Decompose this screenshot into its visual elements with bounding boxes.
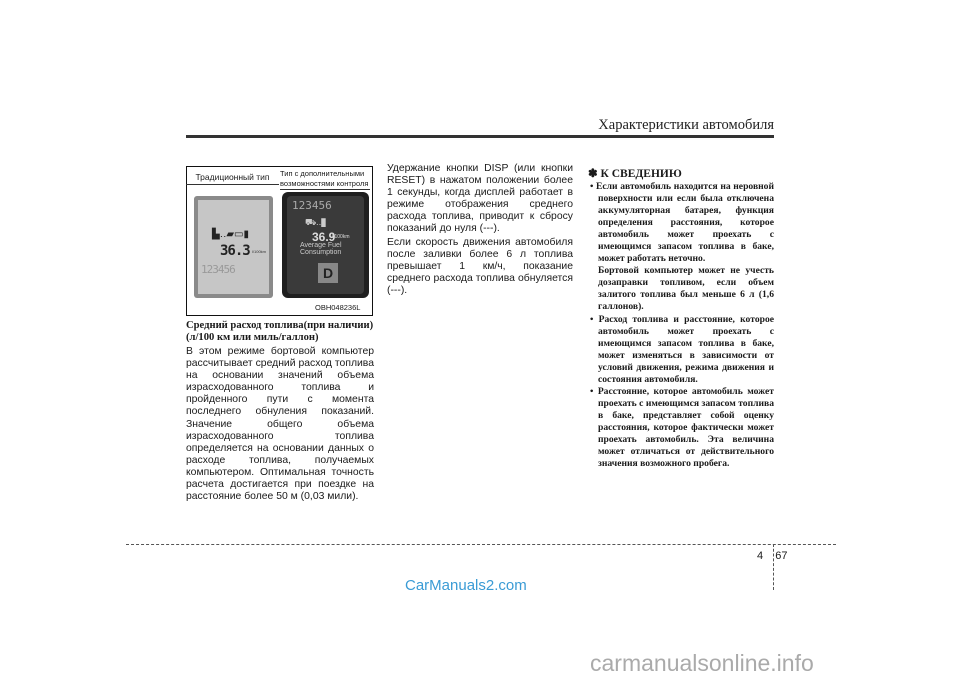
sup-fuel-unit: l/100km (332, 234, 350, 240)
page-number-value: 67 (775, 550, 788, 562)
notice-item-text: Расстояние, которое автомобиль может проехать с имеющимся запасом топлива в баке, представляет собой оценку расстояния, которое фактически может проехать автомобиль. Эта величина может отличаться от действительного значения возможного пробега. (597, 385, 774, 470)
watermark-text: carmanualsonline.info (590, 650, 814, 676)
notice-item-text: Расход топлива и расстояние, которое автомобиль может проехать с имеющимся запасом топлива в баке, может изменяться в зависимости от условий движения, режима движения и состояния автомобиля. (598, 313, 775, 385)
footer-rule (126, 544, 836, 545)
body-paragraph-1: В этом режиме бортовой компьютер рассчитывает средний расход топлива на основании значений объема израсходованного топлива и пройденного пути с момента последнего обнуления показаний. Значение общего объема израсходованного топлива определяется на основании данных о расходе топлива, получаемых компьютером. Оптимальная точность расчета достигается при поездке на расстояние более 50 м (0,03 мили). (186, 346, 374, 503)
figure-code: OBH048236L (315, 303, 361, 312)
figure-label-traditional: Традиционный тип (186, 172, 279, 185)
body-paragraph-2: Удержание кнопки DISP (или кнопки RESET) в нажатом положении более 1 секунды, когда дисплей работает в режиме отображения среднего расхода топлива, приводит к сбросу показаний до нуля (---). (387, 163, 573, 235)
sup-caption: Average Fuel Consumption (300, 242, 342, 256)
section-heading: Средний расход топлива(при наличии) (л/100 км или миль/галлон) (186, 320, 374, 343)
page-header-title: Характеристики автомобиля (598, 117, 774, 133)
body-paragraph-3: Если скорость движения автомобиля после заливки более 6 л топлива превышает 1 км/ч, показание среднего расхода топлива обнуляется (---). (387, 236, 573, 296)
notice-heading: ✽ К СВЕДЕНИЮ (588, 168, 682, 180)
page-number (757, 550, 788, 562)
sup-odometer: 123456 (292, 199, 332, 212)
gear-indicator: D (318, 263, 338, 283)
sup-fuel-value: 36.9 (312, 230, 336, 244)
lcd-fuel-unit: l/100km (252, 249, 267, 254)
notice-item: • Если автомобиль находится на неровной поверхности или если была отключена аккумуляторная батарея, функция определения расстояния, которое автомобиль может проехать с имеющимся запасом топлива в баке, может работать неточно. Бортовой компьютер может не учесть дозаправки топливом, если объем залитого топлива был меньше 6 л (1,6 галлонов). (590, 181, 774, 313)
notice-item: • Расстояние, которое автомобиль может проехать с имеющимся запасом топлива в баке, представляет собой оценку расстояния, которое фактически может проехать автомобиль. Эта величина может отличаться от действительного значения возможного пробега. (590, 385, 774, 470)
lcd-odometer: 123456 (201, 263, 235, 276)
notice-item-text: Бортовой компьютер может не учесть дозаправки топливом, если объем залитого топлива был меньше 6 л (1,6 галлонов). (598, 265, 774, 313)
watermark-link[interactable]: CarManuals2.com (405, 577, 527, 594)
fuel-car-icon: ▙‥▰▭▮ (212, 229, 250, 240)
notice-list (588, 181, 774, 470)
section-number: 4 (757, 550, 764, 562)
car-icon: ⛟‥▮ (305, 217, 326, 227)
lcd-fuel-value: 36.3 (220, 243, 250, 259)
column-2 (387, 163, 573, 298)
figure-label-supervision: Тип с дополнительными возможностями контроля (280, 169, 369, 188)
notice-item: • Расход топлива и расстояние, которое автомобиль может проехать с имеющимся запасом топлива в баке, может изменяться в зависимости от условий движения, режима движения и состояния автомобиля. (590, 313, 775, 385)
header-rule (186, 135, 774, 138)
notice-item-text: Если автомобиль находится на неровной поверхности или если была отключена аккумуляторная батарея, функция определения расстояния, которое автомобиль может проехать с имеющимся запасом топлива в баке, может работать неточно. (596, 181, 774, 265)
